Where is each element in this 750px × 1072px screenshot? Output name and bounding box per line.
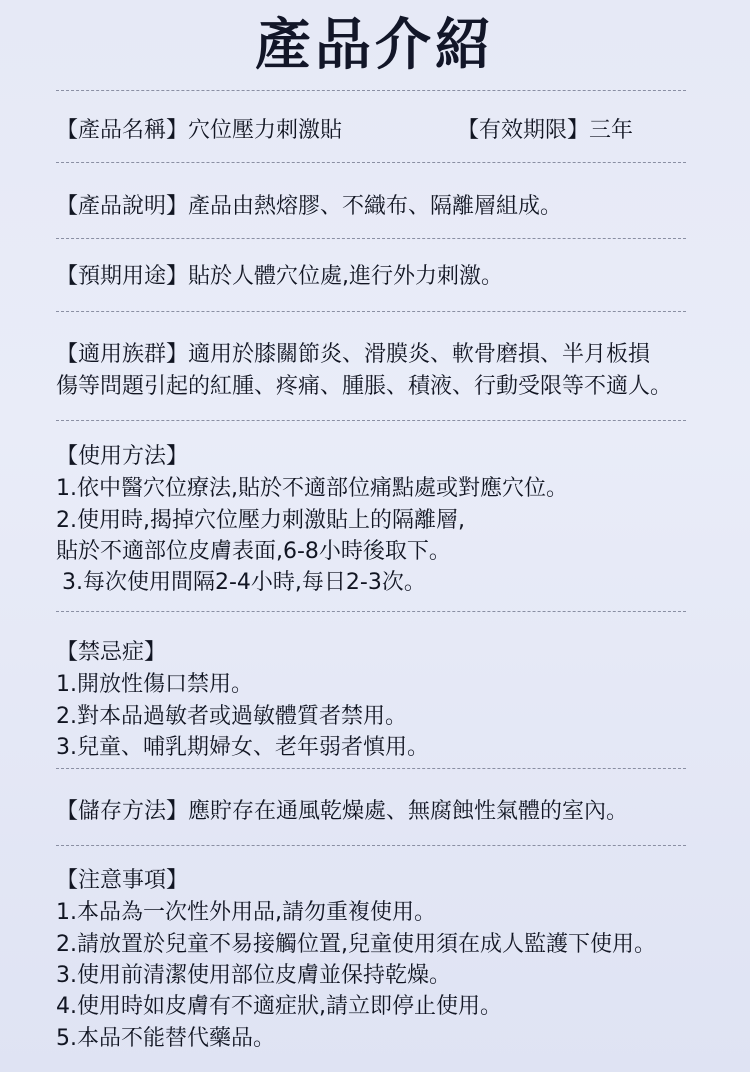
page-title: 產品介紹 <box>255 13 495 78</box>
divider <box>56 611 686 612</box>
usage-line2: 2.使用時,揭掉穴位壓力刺激貼上的隔離層, <box>56 508 465 533</box>
notes-heading: 【注意事項】 <box>56 868 189 893</box>
contraindications-heading: 【禁忌症】 <box>56 640 167 665</box>
intended-use: 【預期用途】貼於人體穴位處,進行外力刺激。 <box>56 264 503 289</box>
divider <box>56 768 686 769</box>
applicable-group-line2: 傷等問題引起的紅腫、疼痛、腫脹、積液、行動受限等不適人。 <box>56 374 673 399</box>
applicable-group-line1: 【適用族群】適用於膝關節炎、滑膜炎、軟骨磨損、半月板損 <box>56 342 651 367</box>
divider <box>56 845 686 846</box>
product-description: 【產品說明】產品由熱熔膠、不織布、隔離層組成。 <box>56 194 563 219</box>
contraindications-line1: 1.開放性傷口禁用。 <box>56 672 253 697</box>
contraindications-line2: 2.對本品過敏者或過敏體質者禁用。 <box>56 704 407 729</box>
usage-line4: 3.每次使用間隔2-4小時,每日2-3次。 <box>62 570 426 595</box>
divider <box>56 311 686 312</box>
notes-line2: 2.請放置於兒童不易接觸位置,兒童使用須在成人監護下使用。 <box>56 932 656 957</box>
storage-method: 【儲存方法】應貯存在通風乾燥處、無腐蝕性氣體的室內。 <box>56 799 629 824</box>
divider <box>56 90 686 91</box>
usage-line3: 貼於不適部位皮膚表面,6-8小時後取下。 <box>56 539 451 564</box>
contraindications-line3: 3.兒童、哺乳期婦女、老年弱者慎用。 <box>56 735 429 760</box>
notes-line5: 5.本品不能替代藥品。 <box>56 1026 275 1051</box>
product-name: 【產品名稱】穴位壓力刺激貼 <box>56 118 343 143</box>
notes-line4: 4.使用時如皮膚有不適症狀,請立即停止使用。 <box>56 994 502 1019</box>
notes-line1: 1.本品為一次性外用品,請勿重複使用。 <box>56 900 436 925</box>
divider <box>56 162 686 163</box>
usage-heading: 【使用方法】 <box>56 444 189 469</box>
validity-period: 【有效期限】三年 <box>457 118 634 143</box>
divider <box>56 420 686 421</box>
divider <box>56 238 686 239</box>
usage-line1: 1.依中醫穴位療法,貼於不適部位痛點處或對應穴位。 <box>56 476 568 501</box>
notes-line3: 3.使用前清潔使用部位皮膚並保持乾燥。 <box>56 963 451 988</box>
